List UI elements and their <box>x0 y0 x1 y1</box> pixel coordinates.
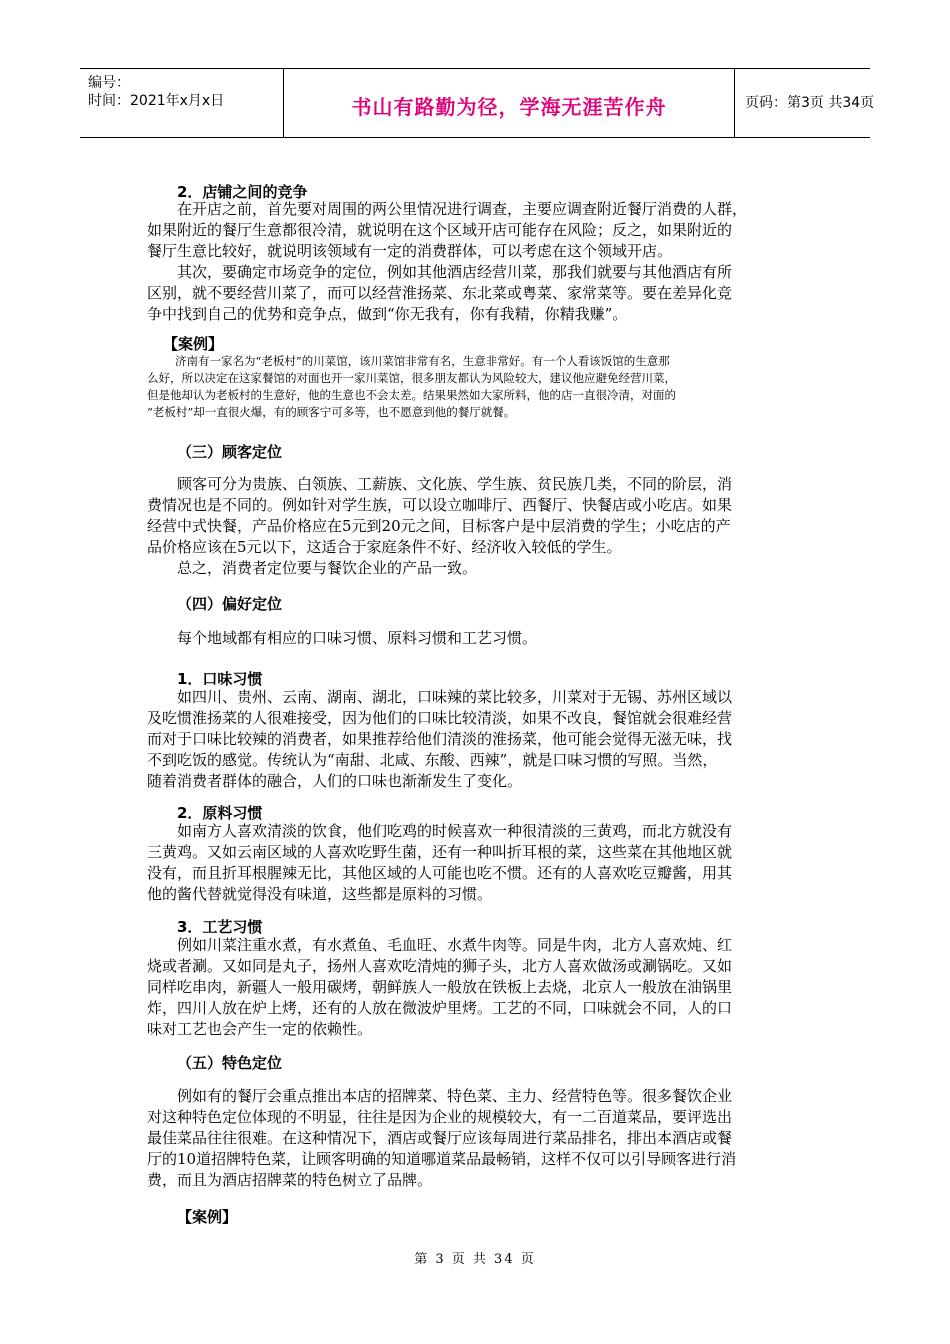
paragraph-line: 其次，要确定市场竞争的定位，例如其他酒店经营川菜，那我们就要与其他酒店有所 <box>177 263 733 281</box>
section-heading: （三）顾客定位 <box>177 443 283 461</box>
paragraph-line: 例如有的餐厅会重点推出本店的招牌菜、特色菜、主力、经营特色等。很多餐饮企业 <box>177 1087 733 1105</box>
paragraph-line: 没有，而且折耳根腥辣无比，其他区域的人可能也吃不惯。还有的人喜欢吃豆瓣酱，用其 <box>147 864 733 882</box>
case-heading: 【案例】 <box>177 1208 238 1226</box>
paragraph-line: 厅的10道招牌特色菜，让顾客明确的知道哪道菜品最畅销，这样不仅可以引导顾客进行消 <box>147 1150 737 1168</box>
case-heading: 【案例】 <box>163 335 224 353</box>
case-line: “老板村”却一直很火爆，有的顾客宁可多等，也不愿意到他的餐厅就餐。 <box>147 405 516 419</box>
doc-date-label: 时间：2021年x月x日 <box>88 93 225 109</box>
paragraph-line: 最佳菜品往往很难。在这种情况下，酒店或餐厅应该每周进行菜品排名，排出本酒店或餐 <box>147 1129 733 1147</box>
paragraph-line: 在开店之前，首先要对周围的两公里情况进行调查，主要应调查附近餐厅消费的人群， <box>177 200 748 218</box>
paragraph-line: 区别，就不要经营川菜了，而可以经营淮扬菜、东北菜或粤菜、家常菜等。要在差异化竞 <box>147 284 733 302</box>
paragraph-line: 及吃惯淮扬菜的人很难接受，因为他们的口味比较清淡，如果不改良，餐馆就会很难经营 <box>147 709 733 727</box>
paragraph-line: 如南方人喜欢清淡的饮食，他们吃鸡的时候喜欢一种很清淡的三黄鸡，而北方就没有 <box>177 822 733 840</box>
case-line: 但是他却认为老板村的生意好，他的生意也不会太差。结果果然如大家所料，他的店一直很冷清，对面的 <box>147 388 676 402</box>
case-line: 么好，所以决定在这家餐馆的对面也开一家川菜馆，很多朋友都认为风险较大，建议他应避免经营川菜， <box>147 371 676 385</box>
paragraph-line: 例如川菜注重水煮，有水煮鱼、毛血旺、水煮牛肉等。同是牛肉，北方人喜欢炖、红 <box>177 936 733 954</box>
section-heading: （五）特色定位 <box>177 1054 283 1072</box>
section-heading: （四）偏好定位 <box>177 595 283 613</box>
paragraph-line: 如四川、贵州、云南、湖南、湖北，口味辣的菜比较多，川菜对于无锡、苏州区域以 <box>177 688 733 706</box>
subsection-heading: 2．原料习惯 <box>177 804 263 822</box>
paragraph-line: 费情况也是不同的。例如针对学生族，可以设立咖啡厅、西餐厅、快餐店或小吃店。如果 <box>147 496 733 514</box>
subsection-heading: 1．口味习惯 <box>177 670 263 688</box>
subsection-heading: 3．工艺习惯 <box>177 918 263 936</box>
paragraph-line: 随着消费者群体的融合，人们的口味也渐渐发生了变化。 <box>147 772 523 790</box>
paragraph-line: 不到吃饭的感觉。传统认为“南甜、北咸、东酸、西辣”，就是口味习惯的写照。当然， <box>147 751 718 769</box>
paragraph-line: 而对于口味比较辣的消费者，如果推荐给他们清淡的淮扬菜，他可能会觉得无滋无味，找 <box>147 730 733 748</box>
paragraph-line: 他的酱代替就觉得没有味道，这些都是原料的习惯。 <box>147 885 493 903</box>
doc-number-label: 编号： <box>88 75 130 91</box>
paragraph-line: 味对工艺也会产生一定的依赖性。 <box>147 1020 373 1038</box>
paragraph-line: 对这种特色定位体现的不明显，往往是因为企业的规模较大，有一二百道菜品，要评选出 <box>147 1108 733 1126</box>
paragraph-line: 争中找到自己的优势和竞争点，做到“你无我有，你有我精，你精我赚”。 <box>147 305 628 323</box>
header-page-cell <box>735 69 875 137</box>
paragraph-line: 品价格应该在5元以下，这适合于家庭条件不好、经济收入较低的学生。 <box>147 538 622 556</box>
paragraph-line: 经营中式快餐，产品价格应在5元到20元之间，目标客户是中层消费的学生；小吃店的产 <box>147 517 731 535</box>
paragraph-line: 三黄鸡。又如云南区域的人喜欢吃野生菌，还有一种叫折耳根的菜，这些菜在其他地区就 <box>147 843 733 861</box>
header-page-label: 页码：第3页 共34页 <box>745 95 875 111</box>
paragraph-line: 每个地域都有相应的口味习惯、原料习惯和工艺习惯。 <box>177 629 538 647</box>
paragraph-line: 总之，消费者定位要与餐饮企业的产品一致。 <box>177 559 478 577</box>
paragraph-line: 同样吃串肉，新疆人一般用碳烤，朝鲜族人一般放在铁板上去烧，北京人一般放在油锅里 <box>147 978 733 996</box>
page-footer: 第 3 页 共 34 页 <box>414 1252 536 1267</box>
paragraph-line: 烧或者涮。又如同是丸子，扬州人喜欢吃清炖的狮子头，北方人喜欢做汤或涮锅吃。又如 <box>147 957 733 975</box>
paragraph-line: 费，而且为酒店招牌菜的特色树立了品牌。 <box>147 1171 433 1189</box>
header-motto: 书山有路勤为径，学海无涯苦作舟 <box>351 95 667 119</box>
header-meta <box>80 69 283 137</box>
section-heading: 2．店铺之间的竞争 <box>177 183 308 201</box>
paragraph-line: 餐厅生意比较好，就说明该领域有一定的消费群体，可以考虑在这个领域开店。 <box>147 242 673 260</box>
paragraph-line: 炸，四川人放在炉上烤，还有的人放在微波炉里烤。工艺的不同，口味就会不同，人的口 <box>147 999 733 1017</box>
case-line: 济南有一家名为“老板村”的川菜馆，该川菜馆非常有名，生意非常好。有一个人看该饭馆的生意那 <box>175 354 670 368</box>
page-header <box>80 68 875 138</box>
paragraph-line: 顾客可分为贵族、白领族、工薪族、文化族、学生族、贫民族几类，不同的阶层，消 <box>177 475 733 493</box>
header-motto-cell <box>283 69 735 137</box>
paragraph-line: 如果附近的餐厅生意都很冷清，就说明在这个区域开店可能存在风险；反之，如果附近的 <box>147 221 733 239</box>
